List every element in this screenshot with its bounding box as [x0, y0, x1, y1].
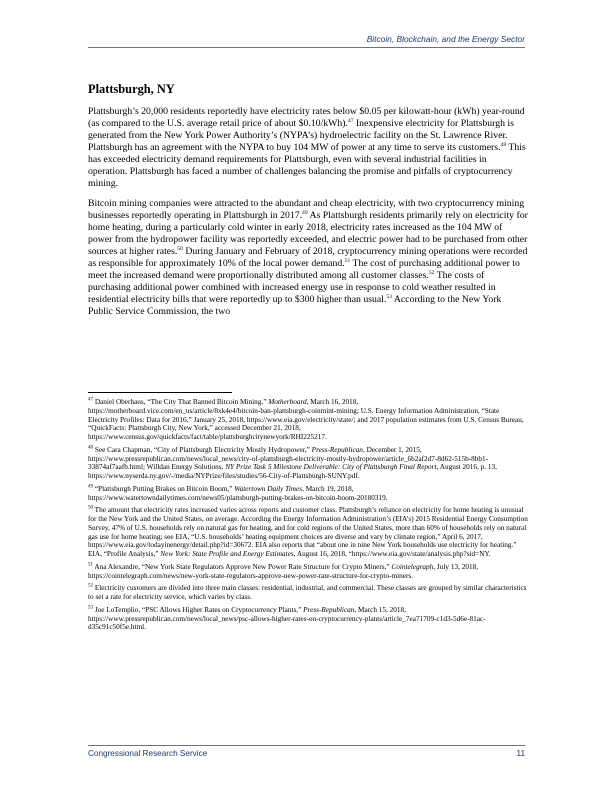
text-run: During January and February of 2018, cryptocurrency mining operations were recorded as responsible for approximately 10% of the local power demand.	[88, 246, 528, 270]
footer-organization: Congressional Research Service	[88, 749, 208, 758]
text-run: The costs of purchasing additional power combined with increased energy use in response to cold weather resulted in residential electricity bills that were reportedly up to $300 higher than usual.	[88, 270, 496, 306]
text-run: , December 1, 2015, https://www.pressrepublican.com/news/local_news/city-of-plattsburgh-electricity-mostly-hydropower/article_6b2af2d7-8d62-515b-8bb1-33874af7aafb.html; Willdan Energy Solutions,	[88, 445, 489, 472]
section-title: Plattsburgh, NY	[88, 82, 175, 96]
text-run: , July 13, 2018, https://cointelegraph.com/news/new-york-state-regulators-approve-new-power-rate-structure-for-crypto-miners.	[88, 562, 479, 580]
footnote-ref: 50	[88, 505, 93, 511]
body-paragraph	[88, 106, 528, 190]
text-run: Plattsburgh’s 20,000 residents reportedly have electricity rates below $0.05 per kilowatt-hour (kWh) year-round (as compared to the U.S. average retail price of about $0.10/kWh).	[88, 106, 525, 130]
text-run: The amount that electricity rates increased varies across reports and customer class. Plattsburgh’s reliance on electricity for home heating is unusual for the New York and the United States, on average. According the Energy Information Administration’s (EIA’s) 2015 Residential Energy Consumption Survey, 47% of U.S. households rely on natural gas for heating, and for cold regions of the United States, more than 60% of households rely on natural gas use for home heating; see EIA, “U.S. households’ heating equipment choices are diverse and vary by climate region,” April 6, 2017, https://www.eia.gov/todayinenergy/detail.php?id=30672. EIA also reports that “about one in nine New York households use electricity for heating.” EIA, “Profile Analysis,”	[88, 506, 528, 558]
footnote-ref: 49	[88, 484, 93, 490]
footnote	[88, 485, 528, 503]
italic-text: Cointelegraph	[391, 562, 434, 571]
italic-text: Watertown Daily Times	[234, 484, 303, 493]
running-header: Bitcoin, Blockchain, and the Energy Sector	[88, 34, 525, 48]
footnote-ref: 52	[428, 269, 435, 276]
footnote	[88, 584, 528, 602]
footnote	[88, 606, 528, 632]
italic-text: Motherboard	[268, 398, 307, 406]
footnote-ref: 52	[88, 583, 93, 589]
italic-text: NY Prize Task 5 Milestone Deliverable: City of Plattsburgh Final Report	[225, 463, 437, 472]
page-number: 11	[516, 749, 525, 758]
footnote	[88, 446, 528, 481]
footnote-ref: 49	[302, 209, 308, 216]
footnote-ref: 47	[88, 397, 93, 403]
text-run: , August 2016, p. 13, https://www.nyserda.ny.gov/-/media/NYPrize/files/studies/56-City-of-Plattsburgh-SUNY.pdf.	[88, 463, 497, 480]
footnote-ref: 53	[386, 293, 392, 300]
text-run: “Plattsburgh Putting Brakes on Bitcoin Boom,”	[93, 484, 235, 493]
footnote-ref: 53	[88, 605, 93, 611]
page-footer	[88, 745, 525, 758]
text-run: Ana Alexandre, “New York State Regulators Approve New Power Rate Structure for Crypto Miners,”	[93, 562, 392, 571]
italic-text: Press-Republican	[311, 445, 363, 454]
body-text	[88, 106, 528, 326]
footnote-separator	[88, 392, 232, 393]
footnote	[88, 506, 528, 559]
text-run: , March 16, 2018, https://motherboard.vice.com/en_us/article/8xk4e4/bitcoin-ban-plattsburgh-coinmint-mining; U.S. Energy Information Administration, “State Electricity Profiles: Data for 2016,” January 25, 2018, https://www.eia.gov/electricity/state/; and 2017 population estimates from U.S. Census Bureau, “QuickFacts: Plattsburgh City, New York,” accessed December 21, 2018, https://www.census.gov/quickfacts/fact/table/plattsburghcitynewyork/RHI225217.	[88, 398, 524, 441]
text-run: Electricity customers are divided into three main classes: residential, industrial, and commercial. These classes are grouped by similar characteristics to set a rate for electricity service, which varies by class.	[88, 584, 527, 601]
footnote-ref: 48	[88, 445, 93, 451]
text-run: According to the New York Public Service Commission, the two	[88, 294, 502, 318]
text-run: Daniel Oberhaus, “The City That Banned Bitcoin Mining,”	[93, 398, 269, 406]
italic-text: Press-Republican	[303, 605, 355, 614]
footnote	[88, 563, 528, 581]
text-run: As Plattsburgh residents primarily rely on electricity for home heating, during a particularly cold winter in early 2018, electricity rates increased as the 104 MW of power from the hydropower facility was reportedly exceeded, and electric power had to be purchased from other sources at higher rates.	[88, 209, 528, 258]
text-run: The cost of purchasing additional power to meet the increased demand were proportionally distributed among all customer classes.	[88, 258, 520, 282]
text-run: , March 15, 2018, https://www.pressrepublican.com/news/local_news/psc-allows-higher-rates-on-cryptocurrency-plants/article_7ea71709-c1d3-5d6e-81ac-d35c91c50f5e.html.	[88, 605, 486, 632]
text-run: This has exceeded electricity demand requirements for Plattsburgh, even with several industrial facilities in operation. Plattsburgh has faced a number of challenges balancing the promise and pitfalls of cryptocurrency mining.	[88, 142, 526, 190]
body-paragraph	[88, 198, 528, 318]
italic-text: New York: State Profile and Energy Estimates	[160, 550, 294, 558]
footnote-ref: 51	[344, 257, 351, 264]
text-run: Inexpensive electricity for Plattsburgh is generated from the New York Power Authority’s (NYPA’s) hydroelectric facility on the St. Lawrence River. Plattsburgh has an agreement with the NYPA to buy 104 MW of power at any time to serve its customers.	[88, 118, 514, 154]
text-run: Bitcoin mining companies were attracted to the abundant and cheap electricity, with two cryptocurrency mining businesses reportedly operating in Plattsburgh in 2017.	[88, 197, 525, 221]
footnote-ref: 51	[88, 562, 93, 568]
text-run: , March 19, 2018, https://www.watertowndailytimes.com/news05/plattsburgh-putting-brakes-on-bitcoin-boom-20180319.	[88, 484, 388, 502]
footnote-ref: 48	[500, 141, 507, 148]
footnote-ref: 47	[347, 117, 354, 124]
text-run: , August 16, 2018, “https://www.eia.gov/state/analysis.php?sid=NY.	[293, 550, 491, 558]
text-run: See Cara Chapman, “City of Plattsburgh Electricity Mostly Hydropower,”	[93, 445, 312, 454]
footnote	[88, 398, 528, 442]
footnotes	[88, 398, 528, 636]
footnote-ref: 50	[177, 245, 183, 252]
text-run: Joe LoTemplio, “PSC Allows Higher Rates on Cryptocurrency Plants,”	[93, 605, 304, 614]
